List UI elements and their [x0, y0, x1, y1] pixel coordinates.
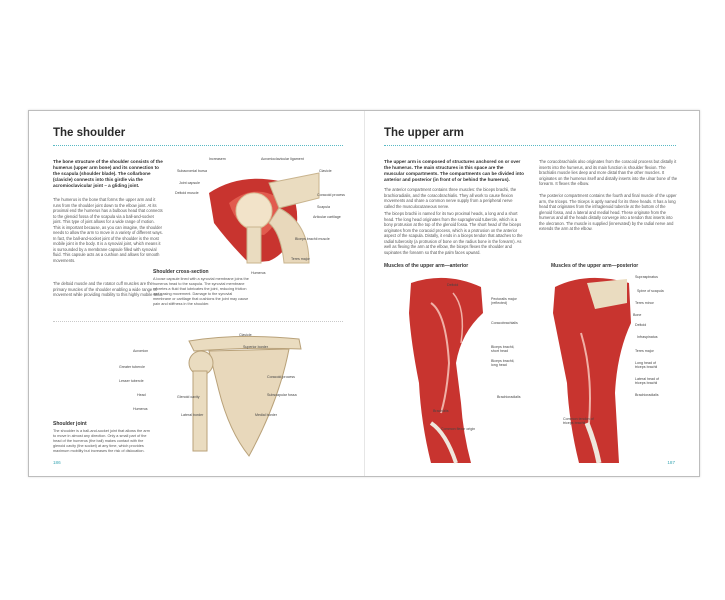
- shoulder-body-2: The deltoid muscle and the rotator cuff muscles are the primary muscles of the shoulder enabling a wide range of movement while providing mobility to this highly mobile area.: [53, 281, 163, 297]
- joint-label: Glenoid cavity: [177, 395, 200, 399]
- upper-arm-body-right-2: The posterior compartment contains the fourth and final muscle of the upper arm, the triceps. The triceps is aptly named for its three heads. It has a long head that originates from the infraglenoid tubercle at the bottom of the glenoid fossa, and a lateral and medial head. These originate from the humerus and all the heads distally converge into a tendon that inserts into the olecranon. The muscle is supplied (innervated) by the radial nerve and extends the arm at the elbow.: [539, 193, 677, 231]
- page-number-right: 187: [667, 460, 675, 465]
- title-rule: [384, 145, 676, 146]
- gutter: [364, 111, 365, 476]
- shoulder-joint-caption: The shoulder is a ball-and-socket joint that allows the arm to move in almost any direction. Only a small part of the head of the humerus (the ball) makes contact with the glenoid cavity (the socket) at any time, which provides maximum mobility but increases the risk of dislocation.: [53, 429, 150, 453]
- cross-label: Acromioclavicular ligament: [261, 157, 304, 161]
- anterior-arm-muscles: [409, 278, 483, 463]
- anterior-label: Pectoralis major (reflected): [491, 297, 517, 305]
- page-title-upper-arm: The upper arm: [384, 127, 464, 139]
- shoulder-joint-title: Shoulder joint: [53, 421, 87, 427]
- posterior-label: Long head of triceps brachii: [635, 361, 658, 369]
- anterior-label: Coracobrachialis: [491, 321, 518, 325]
- upper-arm-body-left-2: The biceps brachii is named for its two proximal heads, a long and a short head. The long head originates from the supraglenoid tubercle, which is a bony protrusion at the top of the glenoid fossa. The short head of the biceps originates from the coracoid process, which is a protrusion on the anterior aspect of the scapula. Distally, it ends in a biceps tendon that attaches to the radial tuberosity (a protrusion of bone on the radius bone in the forearm). As well as flexing the arm at the elbow, the biceps flexes the shoulder and supinates the forearm so that the palm faces upward.: [384, 211, 523, 255]
- cross-label: Articular cartilage: [313, 215, 341, 219]
- posterior-label: Supraspinatus: [635, 275, 658, 279]
- posterior-label: Bone: [633, 313, 642, 317]
- posterior-figure-title: Muscles of the upper arm—posterior: [551, 263, 639, 269]
- humerus-shaft: [247, 227, 261, 263]
- cross-label: Scapula: [317, 205, 330, 209]
- upper-arm-body-right-1: The coracobrachialis also originates from the coracoid process but distally it inserts into the humerus, and its main function is shoulder flexion. The brachialis muscle lies deep and more distal than the other muscles. It originates on the humerus itself and distally inserts into the ulnar bone of the forearm. It flexes the elbow.: [539, 159, 678, 186]
- title-rule: [53, 145, 343, 146]
- posterior-label: Common tendon of triceps brachii: [563, 417, 594, 425]
- posterior-label: Infraspinatus: [637, 335, 658, 339]
- anterior-figure-title: Muscles of the upper arm—anterior: [384, 263, 469, 269]
- shoulder-intro: The bone structure of the shoulder consists of the humerus (upper arm bone) and its connection to the scapula (shoulder blade). The collarbone (clavicle) connects into this girdle via the acromioclavicular joint – a gliding joint.: [53, 159, 163, 188]
- cross-label: Clavicle: [319, 169, 332, 173]
- cross-label: Subacromial bursa: [177, 169, 207, 173]
- anterior-label: Brachialis: [433, 409, 449, 413]
- page-title-shoulder: The shoulder: [53, 127, 126, 139]
- joint-label: Clavicle: [239, 333, 252, 337]
- posterior-label: Deltoid: [635, 323, 647, 327]
- anterior-label: Common flexor origin: [441, 427, 476, 431]
- cross-label: Biceps brachii muscle: [295, 237, 330, 241]
- book-spread: [28, 110, 700, 477]
- posterior-label: Brachioradialis: [635, 393, 659, 397]
- scapula-bone: [209, 349, 289, 456]
- upper-arm-intro: The upper arm is composed of structures anchored on or over the humerus. The main structures in this space are the muscular compartments. The compartments can be divided into anterior and posterior (in front of or behind the humerus).: [384, 159, 524, 182]
- joint-label: Lateral border: [181, 413, 204, 417]
- upper-arm-body-left-1: The anterior compartment contains three muscles: the biceps brachii, the brachioradialis, and the coracobrachialis. They all work to cause flexion movements and share a common nerve supply from a peripheral nerve called the musculocutaneous nerve.: [384, 187, 517, 209]
- shoulder-body-1: The humerus is the bone that forms the upper arm and it runs from the shoulder joint down to the elbow joint. At its proximal end the humerus has a bulbous head that connects to the glenoid fossa of the scapula via a ball-and-socket joint. This type of joint allows for a wide range of motion. This is important because, as you can imagine, the shoulder needs to allow the arm to move in a variety of different ways. In fact, the ball-and-socket joint of the shoulder is the most mobile joint in the body. It is a synovial joint, which means it is surrounded by a membrane capsule filled with synovial fluid. This capsule acts as a cushion and allows for smooth movements.: [53, 197, 163, 263]
- joint-label: Acromion: [133, 349, 149, 353]
- humerus-bone: [193, 371, 207, 451]
- cross-label: Humerus: [251, 271, 266, 275]
- clavicle-scapula-shape: [269, 173, 319, 208]
- joint-label: Lesser tubercle: [119, 379, 144, 383]
- cross-label: Joint capsule: [179, 181, 200, 185]
- anterior-label: Biceps brachii, short head: [491, 345, 515, 353]
- anterior-label: Deltoid: [447, 283, 459, 287]
- posterior-label: Spine of scapula: [637, 289, 664, 293]
- posterior-label: Teres major: [635, 349, 654, 353]
- posterior-arm-illustration: [547, 273, 637, 463]
- humeral-head: [236, 193, 272, 229]
- cross-label: Increasem: [209, 157, 226, 161]
- joint-label: Medial border: [255, 413, 277, 417]
- joint-label: Humerus: [133, 407, 148, 411]
- joint-label: Coracoid process: [267, 375, 295, 379]
- anterior-label: Biceps brachii, long head: [491, 359, 515, 367]
- posterior-label: Lateral head of triceps brachii: [635, 377, 659, 385]
- section-divider: [53, 321, 343, 322]
- page-number-left: 186: [53, 460, 61, 465]
- posterior-label: Teres minor: [635, 301, 654, 305]
- cross-label: Teres major: [291, 257, 310, 261]
- anterior-label: Brachioradialis: [497, 395, 521, 399]
- joint-label: Superior border: [243, 345, 268, 349]
- cross-label: Coracoid process: [317, 193, 345, 197]
- anterior-arm-illustration: [401, 273, 491, 463]
- cross-section-caption: A loose capsule lined with a synovial membrane joins the humerus head to the scapula. The synovial membrane secretes a fluid that lubricates the joint, reducing friction and easing movement. Damage to the synovial membrane or cartilage that cushions the joint may cause pain and stiffness in the shoulder.: [153, 277, 249, 306]
- cross-label: Deltoid muscle: [175, 191, 199, 195]
- cross-section-title: Shoulder cross-section: [153, 269, 209, 275]
- joint-label: Subscapular fossa: [267, 393, 297, 397]
- joint-label: Head: [137, 393, 146, 397]
- joint-label: Greater tubercle: [119, 365, 145, 369]
